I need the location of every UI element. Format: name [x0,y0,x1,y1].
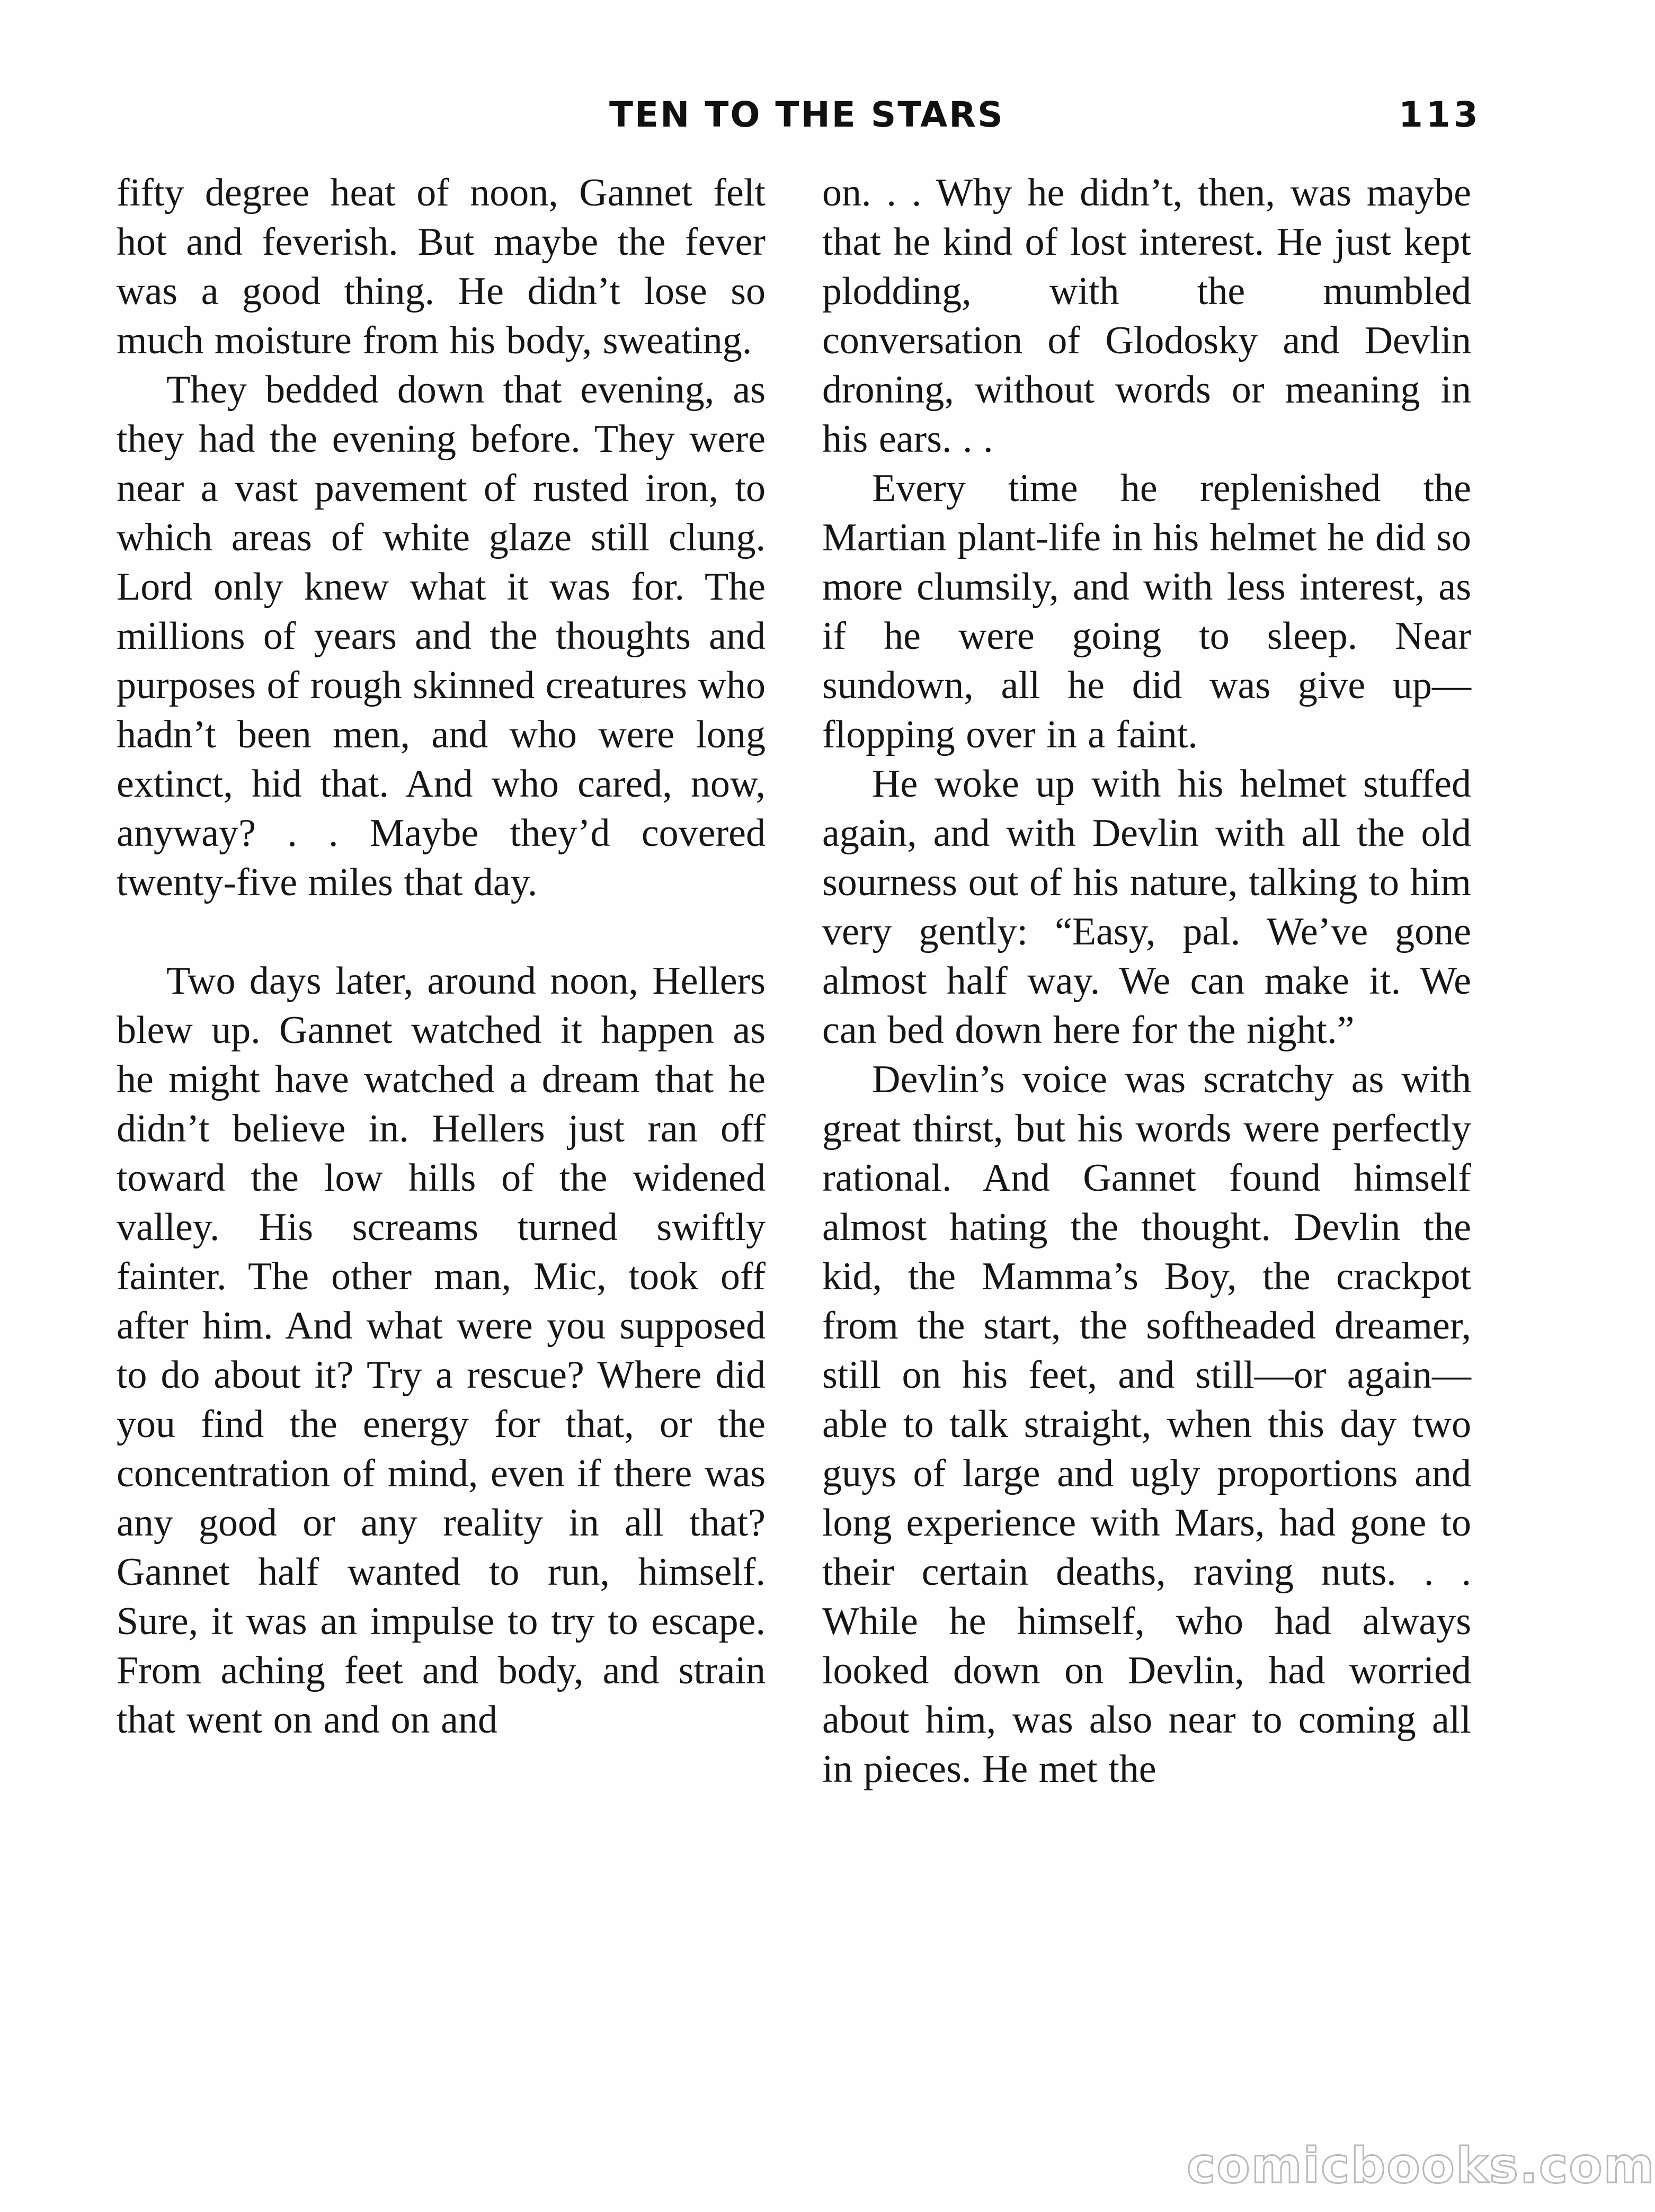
running-title: TEN TO THE STARS [609,94,1004,135]
paragraph: on. . . Why he didn’t, then, was maybe that he kind of lost interest. He just kept plodding, with the mumbled conversation of Glodosky and Devlin droning, without words or meaning in his ears. . . [822,171,1471,461]
right-column [822,168,1471,1794]
paragraph: fifty degree heat of noon, Gannet felt hot and feverish. But maybe the fever was a good thing. He didn’t lose so much moisture from his body, sweating. [117,171,766,362]
left-column [117,168,766,1745]
page-number: 113 [1399,94,1481,135]
paragraph: They bedded down that evening, as they had the evening before. They were near a vast pavement of rusted iron, to which areas of white glaze still clung. Lord only knew what it was for. The millions of years and the thoughts and purposes of rough skinned creatures who hadn’t been men, and who were long extinct, hid that. And who cared, now, anyway? . . Maybe they’d covered twenty-five miles that day. [117,368,766,904]
paragraph: Every time he replenished the Martian plant-life in his helmet he did so more clumsily, and with less interest, as if he were going to sleep. Near sundown, all he did was give up—flopping over in a faint. [822,467,1471,756]
watermark: comicbooks.com [1187,2137,1655,2194]
paragraph: Two days later, around noon, Hellers blew up. Gannet watched it happen as he might have watched a dream that he didn’t believe in. Hellers just ran off toward the low hills of the widened valley. His screams turned swiftly fainter. The other man, Mic, took off after him. And what were you supposed to do about it? Try a rescue? Where did you find the energy for that, or the concentration of mind, even if there was any good or any reality in all that? Gannet half wanted to run, himself. Sure, it was an impulse to try to escape. From aching feet and body, and strain that went on and on and [117,959,766,1742]
paragraph: He woke up with his helmet stuffed again, and with Devlin with all the old sourness out of his nature, talking to him very gently: “Easy, pal. We’ve gone almost half way. We can make it. We can bed down here for the night.” [822,762,1471,1052]
paragraph: Devlin’s voice was scratchy as with great thirst, but his words were perfectly rational. And Gannet found himself almost hating the thought. Devlin the kid, the Mamma’s Boy, the crackpot from the start, the softheaded dreamer, still on his feet, and still—or again—able to talk straight, when this day two guys of large and ugly proportions and long experience with Mars, had gone to their certain deaths, raving nuts. . . While he himself, who had always looked down on Devlin, had worried about him, was also near to coming all in pieces. He met the [822,1058,1471,1791]
